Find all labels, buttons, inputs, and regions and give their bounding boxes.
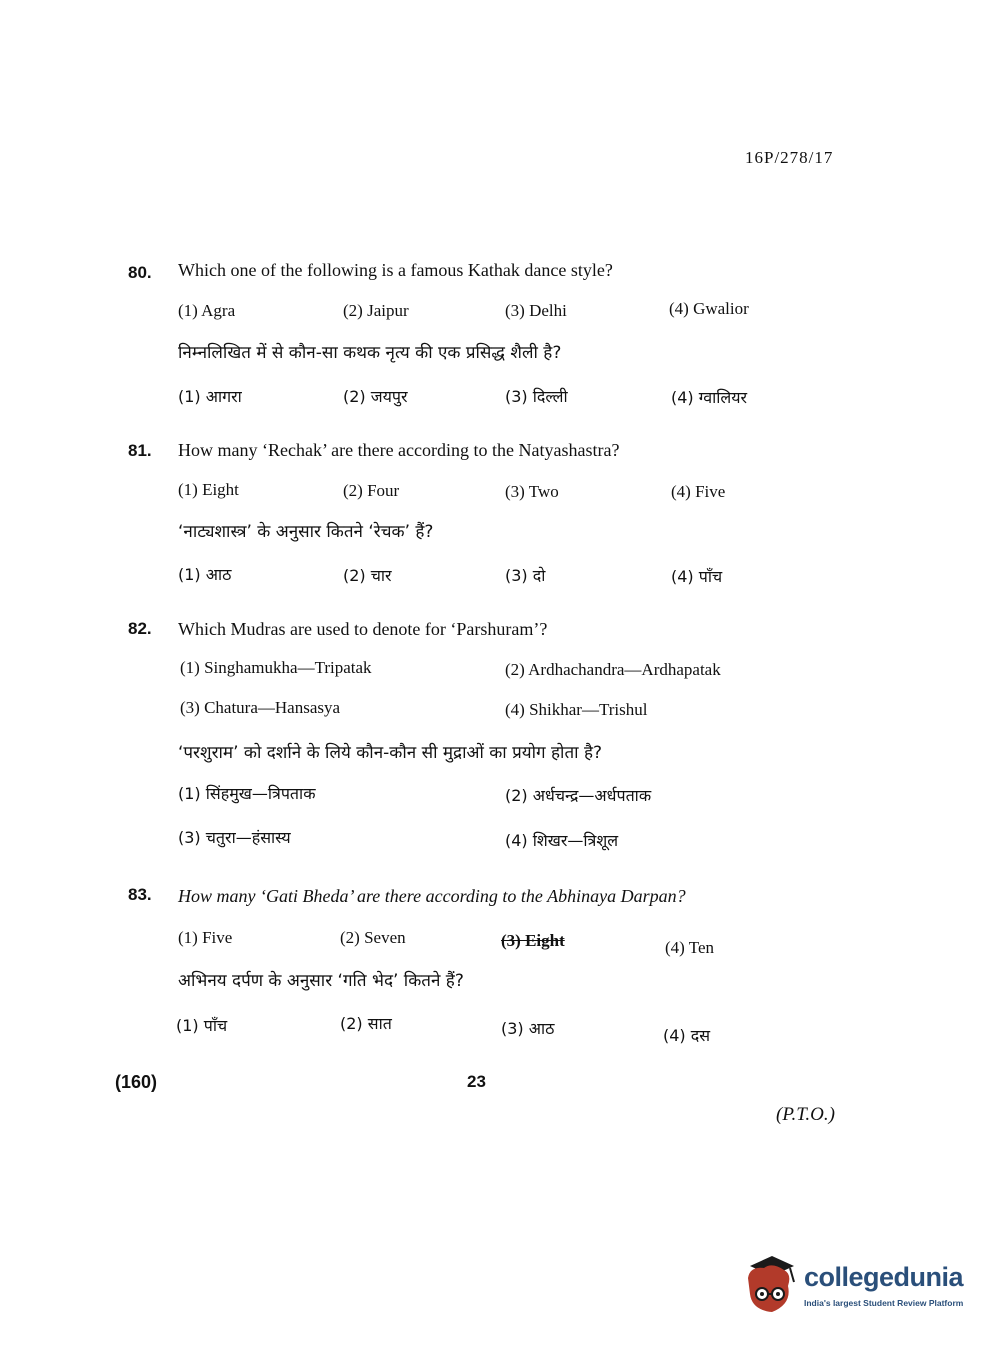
option-1: (1) Five: [178, 928, 233, 947]
question-number: 81.: [128, 441, 152, 460]
question-number: 80.: [128, 263, 152, 282]
option-2: (2) Ardhachandra—Ardhapatak: [505, 660, 721, 679]
hindi-option-3: (3) दिल्ली: [505, 387, 568, 406]
hindi-option-2: (2) सात: [340, 1014, 392, 1033]
option-3-struck: (3) Eight: [501, 931, 565, 950]
hindi-option-4: (4) शिखर—त्रिशूल: [505, 831, 619, 850]
option-2: (2) Four: [343, 481, 400, 500]
hindi-option-3: (3) आठ: [501, 1019, 555, 1038]
option-3: (3) Delhi: [505, 301, 567, 320]
hindi-option-1: (1) सिंहमुख—त्रिपताक: [178, 784, 316, 803]
question-text: Which Mudras are used to denote for ‘Parshuram’?: [178, 619, 548, 639]
hindi-option-1: (1) आगरा: [178, 387, 242, 406]
question-text-hindi: अभिनय दर्पण के अनुसार ‘गति भेद’ कितने हैं?: [178, 971, 464, 991]
pto-note: (P.T.O.): [776, 1104, 835, 1125]
option-4: (4) Ten: [665, 938, 715, 957]
question-number: 83.: [128, 885, 152, 904]
question-text: Which one of the following is a famous Kathak dance style?: [178, 260, 613, 280]
hindi-option-4: (4) दस: [663, 1026, 711, 1045]
question-text-hindi: निम्नलिखित में से कौन-सा कथक नृत्य की एक प्रसिद्ध शैली है?: [178, 343, 562, 363]
option-4: (4) Gwalior: [669, 299, 749, 318]
option-4: (4) Shikhar—Trishul: [505, 700, 648, 719]
question-text-hindi: ‘परशुराम’ को दर्शाने के लिये कौन-कौन सी मुद्राओं का प्रयोग होता है?: [178, 743, 602, 763]
option-4: (4) Five: [671, 482, 726, 501]
question-number: 82.: [128, 619, 152, 638]
hindi-option-2: (2) अर्धचन्द्र—अर्धपताक: [505, 786, 652, 805]
logo-tagline: India's largest Student Review Platform: [804, 1298, 964, 1308]
page-number: 23: [467, 1072, 486, 1091]
option-1: (1) Singhamukha—Tripatak: [180, 658, 372, 677]
hindi-option-3: (3) दो: [505, 566, 546, 585]
paper-serial-code: (160): [115, 1072, 158, 1092]
question-text-hindi: ‘नाट्यशास्त्र’ के अनुसार कितने ‘रेचक’ हैं?: [178, 522, 434, 542]
hindi-option-4: (4) ग्वालियर: [671, 388, 748, 407]
hindi-option-2: (2) चार: [343, 566, 392, 585]
hindi-option-2: (2) जयपुर: [343, 387, 408, 406]
option-3: (3) Chatura—Hansasya: [180, 698, 341, 717]
hindi-option-4: (4) पाँच: [671, 567, 723, 586]
logo-text: collegedunia: [804, 1262, 964, 1292]
paper-code: 16P/278/17: [745, 148, 834, 167]
option-1: (1) Eight: [178, 480, 239, 499]
hindi-option-3: (3) चतुरा—हंसास्य: [178, 828, 291, 847]
collegedunia-logo[interactable]: [742, 1252, 972, 1318]
hindi-option-1: (1) आठ: [178, 565, 232, 584]
option-2: (2) Seven: [340, 928, 406, 947]
question-text: How many ‘Rechak’ are there according to the Natyashastra?: [178, 440, 620, 460]
mascot-icon: [742, 1252, 802, 1318]
question-text: How many ‘Gati Bheda’ are there according to the Abhinaya Darpan?: [178, 886, 686, 906]
option-1: (1) Agra: [178, 301, 236, 320]
option-3: (3) Two: [505, 482, 559, 501]
hindi-option-1: (1) पाँच: [176, 1016, 228, 1035]
option-2: (2) Jaipur: [343, 301, 409, 320]
